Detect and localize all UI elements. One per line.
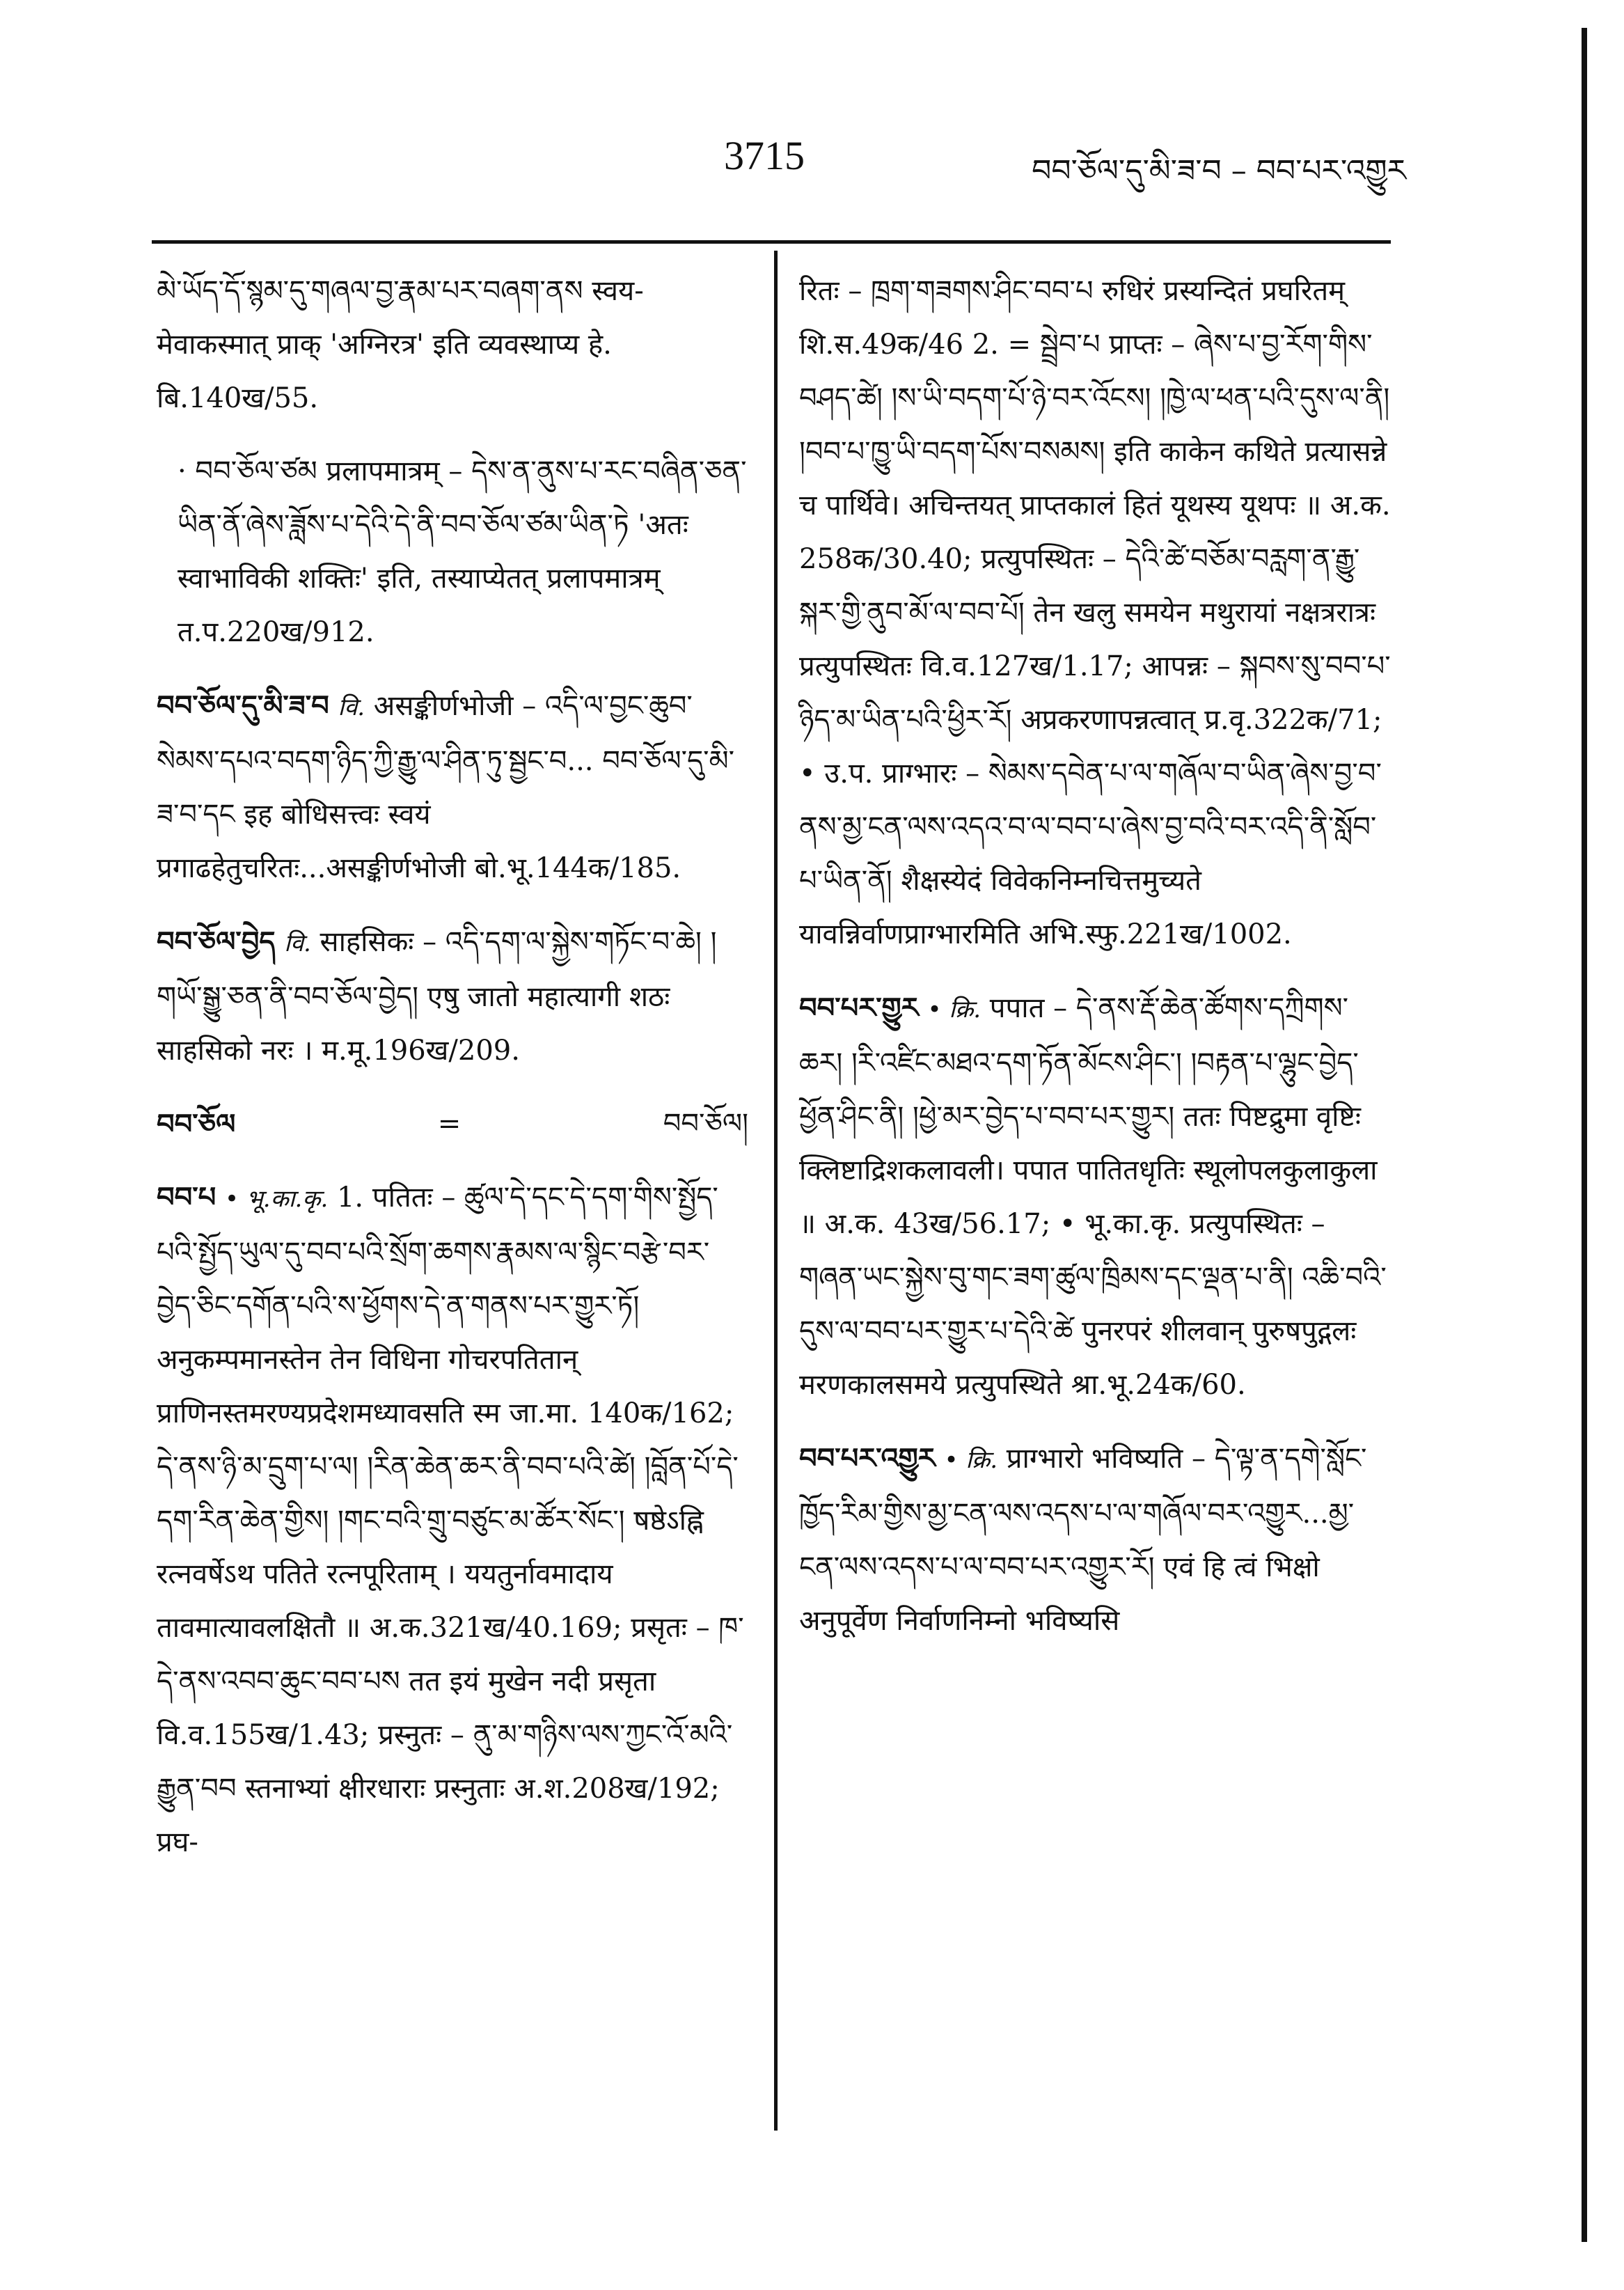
grammar-label: • क्रि.: [944, 1446, 998, 1474]
dictionary-entry: [157, 1170, 748, 1869]
dictionary-entry: [157, 679, 748, 895]
entry-text: असङ्कीर्णभोजी – འདི་ལ་བྱང་ཆུབ་སེམས་དཔའ་བདག་ཉིད་ཀྱི་རྒྱུ་ལ་ཤིན་ཏུ་སྦྱང་བ... བབ་ཅོལ་དུ་མི་ཟ་བ་དང इह बोधिसत्त्वः स्वयं प्रगाढहेतुचरितः...असङ्कीर्णभोजी बो.भू.144क/185.: [157, 690, 735, 884]
entry-text: पपात – དེ་ནས་རྡོ་ཆེན་ཚོགས་དཀྲིགས་ཆར། །རི་འཛིང་མཐའ་དག་ཏོན་མོངས་ཤིང་། །བརྟན་པ་ལྷུང་བྱེད་ཕྱོན་ཤིང་ནི། །ཕྱེ་མར་བྱེད་པ་བབ་པར་གྱུར། ततः पिष्टद्रुमा वृष्टिः क्लिष्टाद्रिशकलावली। पपात पातितधृतिः स्थूलोपलकुलाकुला ॥ अ.क. 43ख/56.17; • भू.का.कृ. प्रत्युपस्थितः – གཞན་ཡང་སྐྱེས་བུ་གང་ཟག་ཚུལ་ཁྲིམས་དང་ལྡན་པ་ནི། འཆི་བའི་དུས་ལ་བབ་པར་གྱུར་པ་དེའི་ཚེ पुनरपरं शीलवान् पुरुषपुद्गलः मरणकालसमये प्रत्युपस्थिते श्रा.भू.24क/60.: [799, 992, 1387, 1401]
entry-text: · བབ་ཅོལ་ཙམ प्रलापमात्रम् – དེས་ན་ནུས་པ་རང་བཞིན་ཅན་ཡིན་ནོ་ཞེས་ཟློས་པ་དེའི་དེ་ནི་བབ་ཅོལ་ཙམ་ཡིན་ཏེ 'अतः स्वाभाविकी शक्तिः' इति, तस्याप्येतत् प्रलापमात्रम् त.प.220ख/912.: [178, 455, 747, 648]
dictionary-entry: [157, 915, 748, 1078]
entry-text: साहसिकः – འདི་དག་ལ་སྐྱེས་གཏོང་བ་ཆེ། །གཡོ་སྒྱུ་ཅན་ནི་བབ་ཅོལ་བྱེད། एषु जातो महात्यागी शठः साहसिको नरः । म.मू.196ख/209.: [157, 926, 717, 1067]
dictionary-entry: [799, 981, 1391, 1412]
entry-text: མེ་ཡོད་དོ་སྙམ་དུ་གཞལ་བྱ་རྣམ་པར་བཞག་ནས स्वय-मेवाकस्मात् प्राक् 'अग्निरत्र' इति व्यवस्थाप्य हे. बि.140ख/55.: [157, 275, 644, 414]
entry-headword: བབ་ཅོལ: [157, 1108, 236, 1140]
grammar-label: • भू.का.कृ.: [225, 1185, 329, 1213]
left-column: [157, 265, 748, 1889]
running-head: བབ་ཅོལ་དུ་མི་ཟ་བ – བབ་པར་འགྱུར: [1032, 153, 1406, 189]
entry-headword: བབ་པ: [157, 1181, 216, 1214]
entry-headword: བབ་ཅོལ་དུ་མི་ཟ་བ: [157, 689, 329, 722]
entry-headword: བབ་ཅོལ་བྱེད: [157, 925, 276, 958]
entry-text: प्राग्भारो भविष्यति – དེ་ལྟ་ན་དགེ་སློང་ཁྱོད་རིམ་གྱིས་མྱ་ངན་ལས་འདས་པ་ལ་གཞོལ་བར་འགྱུར...མྱ་ངན་ལས་འདས་པ་ལ་བབ་པར་འགྱུར་རོ། एवं हि त्वं भिक्षो अनुपूर्वेण निर्वाणनिम्नो भविष्यसि: [799, 1443, 1367, 1637]
cross-reference-target: བབ་ཅོལ།: [663, 1108, 748, 1140]
grammar-label: • क्रि.: [927, 996, 982, 1024]
grammar-label: वि.: [338, 693, 365, 721]
column-divider: [774, 251, 778, 2131]
cross-reference-entry: [157, 1097, 748, 1151]
entry-headword: བབ་པར་འགྱུར: [799, 1442, 936, 1475]
continued-entry: [157, 265, 748, 425]
grammar-label: वि.: [284, 930, 311, 957]
entry-text: रितः – ཁྲག་གཟགས་ཤིང་བབ་པ रुधिरं प्रस्यन्दितं प्रघरितम् शि.स.49क/46 2. = སྦྲེབ་པ प्राप्तः – ཞེས་པ་བྱ་རོག་གིས་བཤད་ཚེ། །ས་ཡི་བདག་པོ་ཉེ་བར་འོངས། །ཁྱེ་ལ་ཕན་པའི་དུས་ལ་ནི། །བབ་པ་ཁྱུ་ཡི་བདག་པོས་བསམས། इति काकेन कथिते प्रत्यासन्ने च पार्थिवे। अचिन्तयत् प्राप्तकालं हितं यूथस्य यूथपः ॥ अ.क. 258क/30.40; प्रत्युपस्थितः – དེའི་ཚེ་བཅོམ་བརླག་ན་རྒྱུ་སྐར་གྱི་ནུབ་མོ་ལ་བབ་པོ། तेन खलु समयेन मथुरायां नक्षत्ररात्रः प्रत्युपस्थितः वि.व.127ख/1.17; आपन्नः – སྐབས་སུ་བབ་པ་ཉིད་མ་ཡིན་པའི་ཕྱིར་རོ། अप्रकरणापन्नत्वात् प्र.वृ.322क/71; • उ.प. प्राग्भारः – སེམས་དབེན་པ་ལ་གཞོལ་བ་ཡིན་ཞེས་བྱ་བ་ནས་མྱ་ངན་ལས་འདའ་བ་ལ་བབ་པ་ཞེས་བྱ་བའི་བར་འདི་ནི་སློབ་པ་ཡིན་ནོ། शैक्षस्येदं विवेकनिम्नचित्तमुच्यते यावन्निर्वाणप्राग्भारमिति अभि.स्फु.221ख/1002.: [799, 275, 1391, 950]
right-column: [799, 265, 1391, 1668]
equals-sign: =: [437, 1108, 462, 1140]
entry-text: 1. पतितः – ཚུལ་དེ་དང་དེ་དག་གིས་སྤྱོད་པའི་སྤྱོད་ཡུལ་དུ་བབ་པའི་སྲོག་ཆགས་རྣམས་ལ་སྙིང་བརྩེ་བར་བྱེད་ཅིང་དགོན་པའི་ས་ཕྱོགས་དེ་ན་གནས་པར་གྱུར་ཏོ། अनुकम्पमानस्तेन तेन विधिना गोचरपतितान् प्राणिनस्तमरण्यप्रदेशमध्यावसति स्म जा.मा. 140क/162; དེ་ནས་ཉི་མ་དྲུག་པ་ལ། །རིན་ཆེན་ཆར་ནི་བབ་པའི་ཚེ། །བློན་པོ་དེ་དག་རིན་ཆེན་གྱིས། །གང་བའི་གྲུ་བཙུང་མ་ཚོར་སོང་། षष्ठेऽह्नि रत्नवर्षेऽथ पतिते रत्नपूरिताम् । ययतुर्नावमादाय तावमात्यावलक्षितौ ॥ अ.क.321ख/40.169; प्रसृतः – ཁ་དེ་ནས་འབབ་ཆུང་བབ་པས तत इयं मुखेन नदी प्रसृता वि.व.155ख/1.43; प्रस्नुतः – ནུ་མ་གཉིས་ལས་ཀྱང་འོ་མའི་རྒྱུན་བབ स्तनाभ्यां क्षीरधाराः प्रस्नुताः अ.श.208ख/192; प्रघ-: [157, 1182, 744, 1858]
header-rule: [152, 240, 1391, 244]
page-number: 3715: [724, 133, 805, 178]
right-edge-rule: [1582, 28, 1587, 2242]
sub-entry: [157, 445, 748, 659]
entry-headword: བབ་པར་གྱུར: [799, 991, 919, 1024]
dictionary-entry: [799, 1432, 1391, 1648]
continued-entry: [799, 265, 1391, 962]
